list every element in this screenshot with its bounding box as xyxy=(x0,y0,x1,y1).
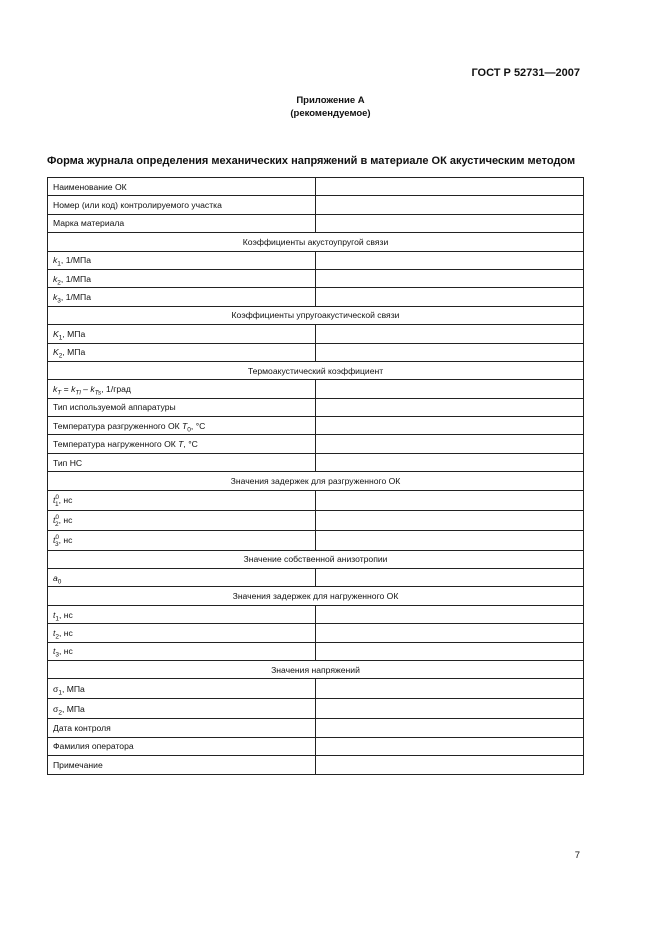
row-label-k1: $k_1$, 1/МПа xyxy=(48,251,316,269)
value-cell[interactable] xyxy=(316,214,584,232)
table-row xyxy=(48,719,584,737)
section-heading: Значения напряжений xyxy=(48,660,584,678)
value-cell[interactable] xyxy=(316,699,584,719)
table-row xyxy=(48,178,584,196)
row-label: Температура разгруженного ОК $T_0$, °С xyxy=(48,417,316,435)
section-heading: Коэффициенты упругоакустической связи xyxy=(48,306,584,324)
value-cell[interactable] xyxy=(316,719,584,737)
value-cell[interactable] xyxy=(316,417,584,435)
journal-form-table xyxy=(47,177,584,775)
form-title: Форма журнала определения механических напряжений в материале ОК акустическим методом xyxy=(47,155,576,167)
row-label: Дата контроля xyxy=(48,719,316,737)
row-label-sigma2: $\sigma_2$, МПа xyxy=(48,699,316,719)
table-row xyxy=(48,737,584,755)
row-label: Примечание xyxy=(48,756,316,774)
table-row xyxy=(48,214,584,232)
value-cell[interactable] xyxy=(316,679,584,699)
value-cell[interactable] xyxy=(316,178,584,196)
value-cell[interactable] xyxy=(316,453,584,471)
value-cell[interactable] xyxy=(316,435,584,453)
table-row xyxy=(48,398,584,416)
value-cell[interactable] xyxy=(316,490,584,510)
table-row xyxy=(48,569,584,587)
row-label: Номер (или код) контролируемого участка xyxy=(48,196,316,214)
table-row xyxy=(48,605,584,623)
row-label-k2: $k_2$, 1/МПа xyxy=(48,269,316,287)
value-cell[interactable] xyxy=(316,737,584,755)
section-row xyxy=(48,472,584,490)
value-cell[interactable] xyxy=(316,380,584,398)
table-row xyxy=(48,756,584,774)
value-cell[interactable] xyxy=(316,251,584,269)
table-row xyxy=(48,679,584,699)
value-cell[interactable] xyxy=(316,624,584,642)
row-label: Тип НС xyxy=(48,453,316,471)
table-row xyxy=(48,453,584,471)
table-row xyxy=(48,325,584,343)
section-row xyxy=(48,306,584,324)
table-row xyxy=(48,530,584,550)
row-label: Фамилия оператора xyxy=(48,737,316,755)
section-row xyxy=(48,233,584,251)
table-row xyxy=(48,490,584,510)
row-label: Наименование ОК xyxy=(48,178,316,196)
row-label-t3: $t_3$, нс xyxy=(48,642,316,660)
value-cell[interactable] xyxy=(316,269,584,287)
table-row xyxy=(48,642,584,660)
table-row xyxy=(48,196,584,214)
table-row xyxy=(48,510,584,530)
row-label: Марка материала xyxy=(48,214,316,232)
row-label-a0: $a_0$ xyxy=(48,569,316,587)
table-row xyxy=(48,380,584,398)
value-cell[interactable] xyxy=(316,398,584,416)
row-label-t20: $t^0_2$, нс xyxy=(48,510,316,530)
section-row xyxy=(48,550,584,568)
section-heading: Значение собственной анизотропии xyxy=(48,550,584,568)
section-heading: Значения задержек для разгруженного ОК xyxy=(48,472,584,490)
value-cell[interactable] xyxy=(316,196,584,214)
row-label-K1: $K_1$, МПа xyxy=(48,325,316,343)
page-number: 7 xyxy=(574,850,580,861)
row-label-t2: $t_2$, нс xyxy=(48,624,316,642)
section-row xyxy=(48,587,584,605)
section-row xyxy=(48,361,584,379)
table-row xyxy=(48,343,584,361)
table-row xyxy=(48,417,584,435)
value-cell[interactable] xyxy=(316,288,584,306)
row-label-t10: $t^0_1$, нс xyxy=(48,490,316,510)
section-heading: Коэффициенты акустоупругой связи xyxy=(48,233,584,251)
section-row xyxy=(48,660,584,678)
value-cell[interactable] xyxy=(316,569,584,587)
value-cell[interactable] xyxy=(316,756,584,774)
row-label-t30: $t^0_3$, нс xyxy=(48,530,316,550)
appendix-title: Приложение А xyxy=(296,95,365,106)
table-row xyxy=(48,624,584,642)
section-heading: Значения задержек для нагруженного ОК xyxy=(48,587,584,605)
table-row xyxy=(48,269,584,287)
row-label-t1: $t_1$, нс xyxy=(48,605,316,623)
table-row xyxy=(48,699,584,719)
table-row xyxy=(48,435,584,453)
row-label-kT: $k_T = k_{Tl} - k_{Ts}$, 1/град xyxy=(48,380,316,398)
value-cell[interactable] xyxy=(316,605,584,623)
row-label: Температура нагруженного ОК T, °С xyxy=(48,435,316,453)
value-cell[interactable] xyxy=(316,642,584,660)
row-label-K2: $K_2$, МПа xyxy=(48,343,316,361)
value-cell[interactable] xyxy=(316,530,584,550)
appendix-subtitle: (рекомендуемое) xyxy=(290,108,371,119)
table-row xyxy=(48,288,584,306)
standard-number: ГОСТ Р 52731—2007 xyxy=(471,67,580,79)
row-label: Тип используемой аппаратуры xyxy=(48,398,316,416)
table-row xyxy=(48,251,584,269)
row-label-sigma1: $\sigma_1$, МПа xyxy=(48,679,316,699)
row-label-k3: $k_3$, 1/МПа xyxy=(48,288,316,306)
value-cell[interactable] xyxy=(316,325,584,343)
value-cell[interactable] xyxy=(316,343,584,361)
value-cell[interactable] xyxy=(316,510,584,530)
section-heading: Термоакустический коэффициент xyxy=(48,361,584,379)
